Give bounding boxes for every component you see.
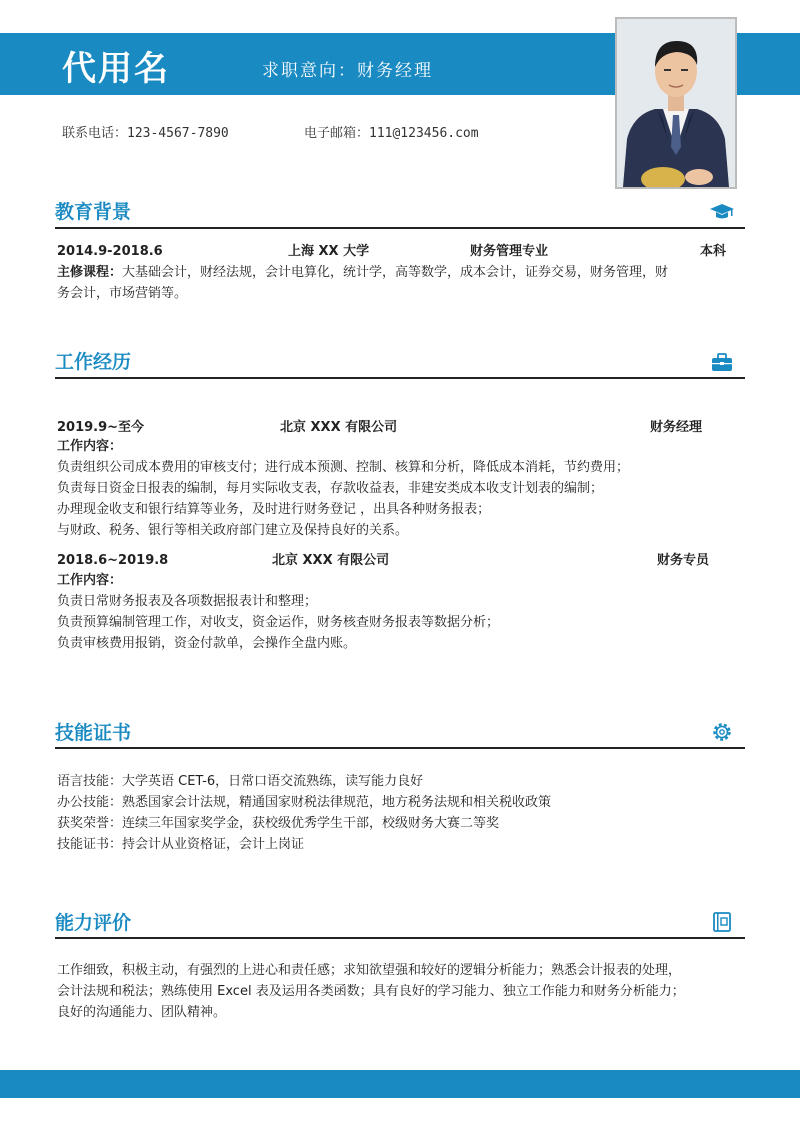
- footer-bar: [0, 1070, 800, 1098]
- skill-line: 语言技能：大学英语 CET-6，日常口语交流熟练，读写能力良好: [57, 774, 424, 789]
- section-title-education: 教育背景: [55, 201, 132, 223]
- candidate-name: 代用名: [62, 49, 170, 89]
- briefcase-icon: [708, 350, 736, 374]
- courses-line: 务会计，市场营销等。: [57, 286, 188, 301]
- edu-degree: 本科: [700, 244, 727, 259]
- courses-label: 主修课程：: [57, 265, 123, 280]
- job-date: 2018.6~2019.8: [57, 553, 169, 568]
- job-duty-line: 负责审核费用报销，资金付款单，会操作全盘内账。: [57, 636, 357, 651]
- job-duty-line: 负责每日资金日报表的编制，每月实际收支表，存款收益表，非建安类成本收支计划表的编制；: [57, 481, 604, 496]
- evaluation-line: 工作细致，积极主动，有强烈的上进心和责任感；求知欲望强和较好的逻辑分析能力；熟悉会计报表的处理，: [57, 963, 682, 978]
- section-divider: [55, 937, 745, 939]
- evaluation-line: 良好的沟通能力、团队精神。: [57, 1005, 227, 1020]
- section-divider: [55, 227, 745, 229]
- section-title-skills: 技能证书: [55, 722, 132, 744]
- email-text: 电子邮箱：111@123456.com: [304, 126, 479, 141]
- skill-line: 获奖荣誉：连续三年国家奖学金，获校级优秀学生干部，校级财务大赛二等奖: [57, 816, 500, 831]
- job-company: 北京 XXX 有限公司: [272, 553, 390, 568]
- job-duty-line: 与财政、税务、银行等相关政府部门建立及保持良好的关系。: [57, 523, 409, 538]
- job-content: [57, 436, 747, 541]
- phone-text: 联系电话：123-4567-7890: [62, 126, 229, 141]
- edu-courses: [57, 262, 747, 304]
- job-company: 北京 XXX 有限公司: [280, 420, 398, 435]
- notebook-icon: [708, 910, 736, 934]
- section-divider: [55, 747, 745, 749]
- job-duty-line: 办理现金收支和银行结算等业务，及时进行财务登记 ，出具各种财务报表；: [57, 502, 491, 517]
- job-duty-line: 负责日常财务报表及各项数据报表计和整理；: [57, 594, 318, 609]
- job-date: 2019.9~至今: [57, 420, 145, 435]
- evaluation-line: 会计法规和税法；熟练使用 Excel 表及运用各类函数；具有良好的学习能力、独立工作能力和财务分析能力；: [57, 984, 685, 999]
- profile-photo: [615, 17, 737, 189]
- edu-school: 上海 XX 大学: [288, 244, 370, 259]
- job-content: [57, 570, 747, 654]
- graduation-cap-icon: [708, 199, 736, 223]
- job-content-label: 工作内容：: [57, 439, 123, 454]
- skills-list: [57, 771, 747, 855]
- skill-line: 技能证书：持会计从业资格证，会计上岗证: [57, 837, 305, 852]
- job-intent: 求职意向：财务经理: [262, 61, 433, 81]
- job-role: 财务专员: [657, 553, 710, 568]
- section-divider: [55, 377, 745, 379]
- skill-line: 办公技能：熟悉国家会计法规，精通国家财税法律规范，地方税务法规和相关税收政策: [57, 795, 552, 810]
- job-content-label: 工作内容：: [57, 573, 123, 588]
- job-duty-line: 负责预算编制管理工作，对收支，资金运作，财务核查财务报表等数据分析；: [57, 615, 500, 630]
- gear-icon: [708, 720, 736, 744]
- section-title-work: 工作经历: [55, 351, 132, 373]
- section-title-evaluation: 能力评价: [55, 912, 132, 934]
- edu-major: 财务管理专业: [470, 244, 549, 259]
- edu-date: 2014.9-2018.6: [57, 244, 163, 259]
- evaluation-text: [57, 960, 747, 1023]
- job-duty-line: 负责组织公司成本费用的审核支付；进行成本预测、控制、核算和分析，降低成本消耗，节约费用；: [57, 460, 630, 475]
- job-role: 财务经理: [650, 420, 703, 435]
- courses-line: 大基础会计，财经法规，会计电算化，统计学，高等数学，成本会计，证券交易，财务管理，财: [122, 265, 669, 280]
